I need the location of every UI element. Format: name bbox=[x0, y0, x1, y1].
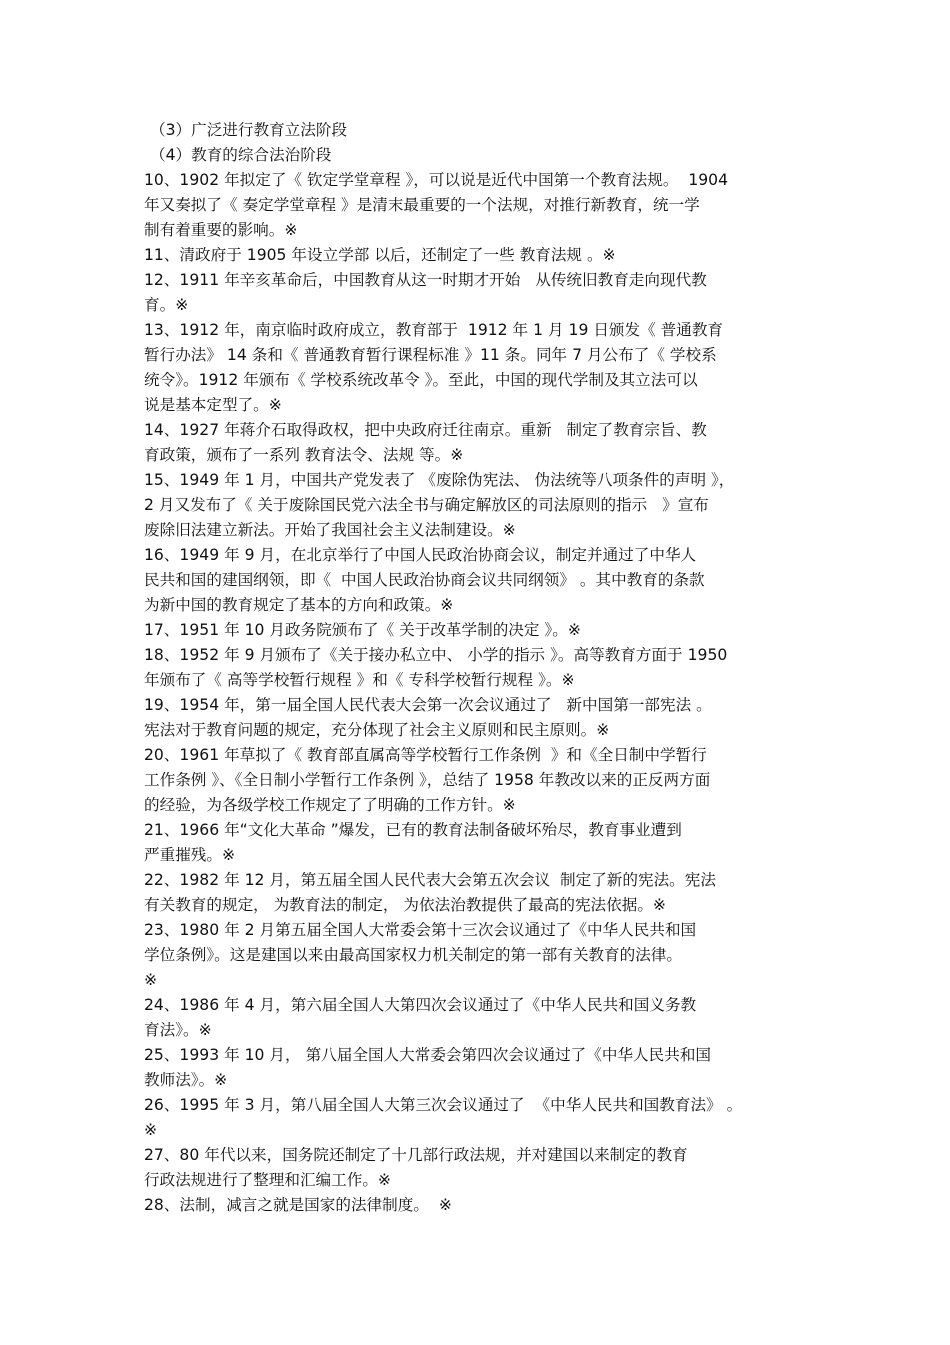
text-line: 民共和国的建国纲领，即《 中国人民政治协商会议共同纲领》 。其中教育的条款 bbox=[144, 571, 705, 589]
text-line: 10、1902 年拟定了《 钦定学堂章程 》，可以说是近代中国第一个教育法规。 1904 bbox=[144, 171, 729, 189]
text-line: 制有着重要的影响。※ bbox=[144, 221, 298, 239]
text-line: 育。※ bbox=[144, 296, 189, 314]
text-line: 25、1993 年 10 月， 第八届全国人大常委会第四次会议通过了《中华人民共和国 bbox=[144, 1046, 712, 1064]
text-line: 学位条例》。这是建国以来由最高国家权力机关制定的第一部有关教育的法律。 bbox=[144, 946, 682, 964]
text-line: 28、法制，减言之就是国家的法律制度。 ※ bbox=[144, 1196, 452, 1214]
text-line: 24、1986 年 4 月，第六届全国人大第四次会议通过了《中华人民共和国义务教 bbox=[144, 996, 697, 1014]
text-line: 暂行办法》 14 条和《 普通教育暂行课程标准 》11 条。同年 7 月公布了《 学校系 bbox=[144, 346, 717, 364]
text-line: 统令》。1912 年颁布《 学校系统改革令 》。至此，中国的现代学制及其立法可以 bbox=[144, 371, 698, 389]
text-line: 说是基本定型了。※ bbox=[144, 396, 282, 414]
text-line: 年颁布了《 高等学校暂行规程 》和《 专科学校暂行规程 》。※ bbox=[144, 671, 575, 689]
text-line: 14、1927 年蒋介石取得政权，把中央政府迁往南京。重新 制定了教育宗旨、教 bbox=[144, 421, 707, 439]
text-line: 16、1949 年 9 月，在北京举行了中国人民政治协商会议，制定并通过了中华人 bbox=[144, 546, 697, 564]
text-line: 行政法规进行了整理和汇编工作。※ bbox=[144, 1171, 391, 1189]
text-line: 27、80 年代以来，国务院还制定了十几部行政法规，并对建国以来制定的教育 bbox=[144, 1146, 688, 1164]
text-line: ※ bbox=[144, 1121, 158, 1139]
text-line: 为新中国的教育规定了基本的方向和政策。※ bbox=[144, 596, 454, 614]
text-line: 宪法对于教育问题的规定，充分体现了社会主义原则和民主原则。※ bbox=[144, 721, 610, 739]
text-line: 12、1911 年辛亥革命后，中国教育从这一时期才开始 从传统旧教育走向现代教 bbox=[144, 271, 707, 289]
text-line: （3）广泛进行教育立法阶段 bbox=[150, 121, 348, 139]
document-body bbox=[144, 118, 812, 1218]
text-line: 年又奏拟了《 奏定学堂章程 》是清末最重要的一个法规，对推行新教育，统一学 bbox=[144, 196, 700, 214]
text-line: 废除旧法建立新法。开始了我国社会主义法制建设。※ bbox=[144, 521, 516, 539]
text-line: ※ bbox=[144, 971, 158, 989]
text-line: 20、1961 年草拟了《 教育部直属高等学校暂行工作条例 》和《全日制中学暂行 bbox=[144, 746, 707, 764]
text-line: 的经验，为各级学校工作规定了了明确的工作方针。※ bbox=[144, 796, 516, 814]
text-line: 23、1980 年 2 月第五届全国人大常委会第十三次会议通过了《中华人民共和国 bbox=[144, 921, 697, 939]
text-line: 19、1954 年，第一届全国人民代表大会第一次会议通过了 新中国第一部宪法 。 bbox=[144, 696, 712, 714]
text-line: 育法》。※ bbox=[144, 1021, 212, 1039]
text-line: 11、清政府于 1905 年设立学部 以后，还制定了一些 教育法规 。※ bbox=[144, 246, 616, 264]
text-line: 17、1951 年 10 月政务院颁布了《 关于改革学制的决定 》。※ bbox=[144, 621, 581, 639]
text-line: 15、1949 年 1 月，中国共产党发表了 《废除伪宪法、 伪法统等八项条件的声明 》， bbox=[144, 471, 735, 489]
text-line: 有关教育的规定， 为教育法的制定， 为依法治教提供了最高的宪法依据。※ bbox=[144, 896, 666, 914]
text-line: 工作条例 》、《全日制小学暂行工作条例 》，总结了 1958 年教改以来的正反两方面 bbox=[144, 771, 711, 789]
text-line: 13、1912 年，南京临时政府成立，教育部于 1912 年 1 月 19 日颁发《 普通教育 bbox=[144, 321, 724, 339]
text-line: （4）教育的综合法治阶段 bbox=[150, 146, 332, 164]
text-line: 2 月又发布了《 关于废除国民党六法全书与确定解放区的司法原则的指示 》宣布 bbox=[144, 496, 709, 514]
text-line: 18、1952 年 9 月颁布了《关于接办私立中、 小学的指示 》。高等教育方面于 1950 bbox=[144, 646, 728, 664]
text-line: 严重摧残。※ bbox=[144, 846, 236, 864]
text-line: 教师法》。※ bbox=[144, 1071, 228, 1089]
text-line: 育政策，颁布了一系列 教育法令、法规 等。※ bbox=[144, 446, 464, 464]
text-line: 21、1966 年“文化大革命 ”爆发，已有的教育法制备破坏殆尽，教育事业遭到 bbox=[144, 821, 682, 839]
text-line: 26、1995 年 3 月，第八届全国人大第三次会议通过了 《中华人民共和国教育法》 。 bbox=[144, 1096, 743, 1114]
text-line: 22、1982 年 12 月，第五届全国人民代表大会第五次会议 制定了新的宪法。宪法 bbox=[144, 871, 716, 889]
